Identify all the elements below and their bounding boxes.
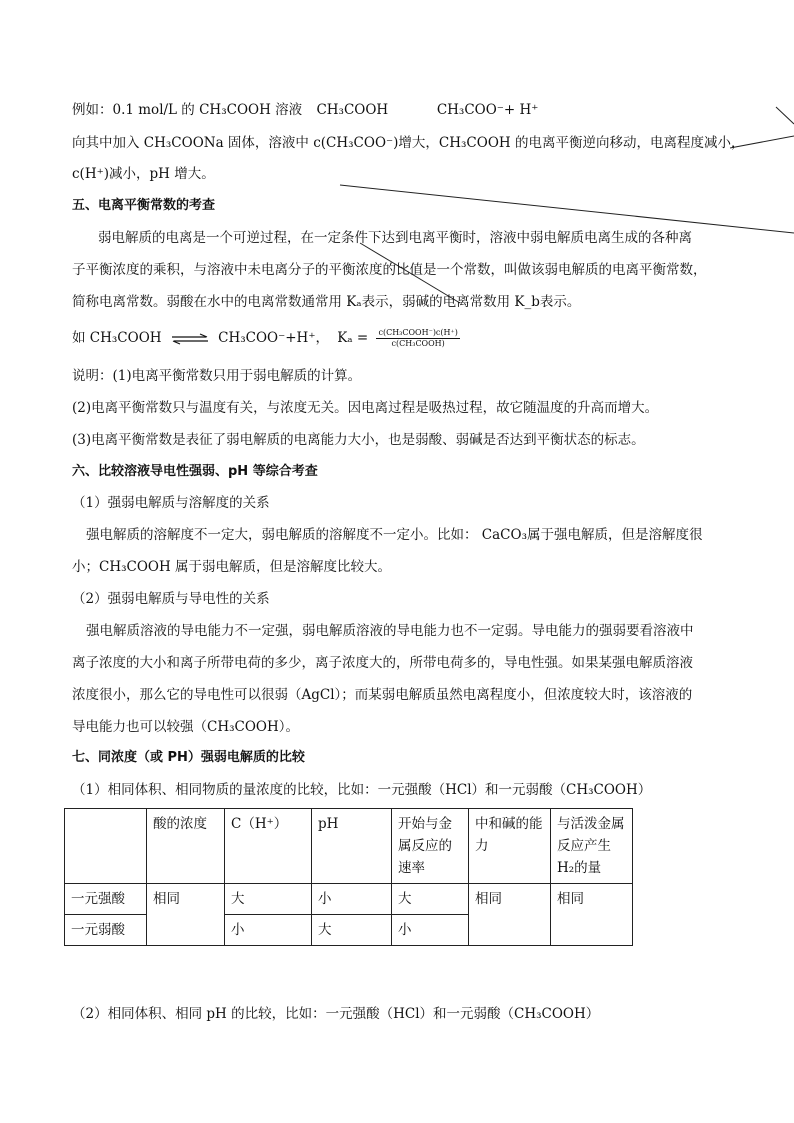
section7-heading: 七、同浓度（或 PH）强弱电解质的比较 xyxy=(72,750,305,765)
table-header-cell: C（H⁺） xyxy=(225,809,312,884)
table-cell: 小 xyxy=(392,915,469,946)
section5-heading: 五、电离平衡常数的考查 xyxy=(72,198,216,213)
table-cell: 相同 xyxy=(147,884,225,946)
table-cell: 相同 xyxy=(551,884,633,946)
equation-right: CH₃COO⁻+ H⁺ xyxy=(436,102,539,118)
table-header-cell: 中和碱的能力 xyxy=(469,809,551,884)
section6-sub1-line2: 小；CH₃COOH 属于弱电解质，但是溶解度比较大。 xyxy=(72,559,392,575)
section6-sub2-line2: 离子浓度的大小和离子所带电荷的多少，离子浓度大的，所带电荷多的，导电性强。如果某强电解质溶液 xyxy=(72,655,693,671)
intro-line-2: 向其中加入 CH₃COONa 固体，溶液中 c(CH₃COO⁻)增大，CH₃COOH 的电离平衡逆向移动，电离程度减小， xyxy=(72,135,745,151)
table-cell: 大 xyxy=(225,884,312,915)
fraction-numerator: c(CH₃COOH⁻)c(H⁺) xyxy=(378,328,458,337)
section7-sub1: （1）相同体积、相同物质的量浓度的比较，比如：一元强酸（HCl）和一元弱酸（CH₃COOH） xyxy=(72,782,652,798)
section6-heading: 六、比较溶液导电性强弱、pH 等综合考查 xyxy=(72,464,318,479)
formula-right: CH₃COO⁻+H⁺， xyxy=(218,330,329,346)
equilibrium-arrow-icon xyxy=(170,333,210,345)
note-2: (2)电离平衡常数只与温度有关，与浓度无关。因电离过程是吸热过程，故它随温度的升高而增大。 xyxy=(72,400,659,416)
table-cell: 相同 xyxy=(469,884,551,946)
table-cell: 大 xyxy=(312,915,392,946)
equation-left: CH₃COOH xyxy=(316,102,389,118)
comparison-table xyxy=(64,808,633,946)
ka-label: Kₐ = xyxy=(337,330,369,346)
table-header-row xyxy=(65,809,633,884)
section5-para-2: 子平衡浓度的乘积，与溶液中未电离分子的平衡浓度的比值是一个常数，叫做该弱电解质的电离平衡常数， xyxy=(72,262,707,278)
note-1: 说明：(1)电离平衡常数只用于弱电解质的计算。 xyxy=(72,368,362,384)
fraction-denominator: c(CH₃COOH) xyxy=(391,339,445,348)
section5-para-3: 简称电离常数。弱酸在水中的电离常数通常用 Kₐ表示，弱碱的电离常数用 K_b表示。 xyxy=(72,294,581,310)
table-header-cell xyxy=(65,809,147,884)
table-cell: 小 xyxy=(312,884,392,915)
section6-sub2-line4: 导电能力也可以较强（CH₃COOH）。 xyxy=(72,719,300,735)
table-cell: 一元强酸 xyxy=(65,884,147,915)
ka-fraction xyxy=(376,328,459,349)
table-header-cell: pH xyxy=(312,809,392,884)
table-header-cell: 开始与金属反应的速率 xyxy=(392,809,469,884)
section6-sub2-line3: 浓度很小，那么它的导电性可以很弱（AgCl）；而某弱电解质虽然电离程度小，但浓度较大时，该溶液的 xyxy=(72,687,693,703)
table-cell: 一元弱酸 xyxy=(65,915,147,946)
section5-para-1: 弱电解质的电离是一个可逆过程，在一定条件下达到电离平衡时，溶液中弱电解质电离生成的各种离 xyxy=(98,230,692,246)
table-cell: 小 xyxy=(225,915,312,946)
section6-sub2: （2）强弱电解质与导电性的关系 xyxy=(72,591,270,607)
example-line xyxy=(72,100,538,120)
formula-line xyxy=(72,328,460,349)
section6-sub1-line1: 强电解质的溶解度不一定大，弱电解质的溶解度不一定小。比如： CaCO₃属于强电解质，但是溶解度很 xyxy=(86,527,703,543)
intro-line-3: c(H⁺)减小，pH 增大。 xyxy=(72,166,215,182)
table-header-cell: 与活泼金属反应产生H₂的量 xyxy=(551,809,633,884)
table-header-cell: 酸的浓度 xyxy=(147,809,225,884)
section6-sub2-line1: 强电解质溶液的导电能力不一定强，弱电解质溶液的导电能力也不一定弱。导电能力的强弱要看溶液中 xyxy=(86,623,694,639)
example-prefix: 例如：0.1 mol/L 的 CH₃COOH 溶液 xyxy=(72,102,303,118)
formula-left: 如 CH₃COOH xyxy=(72,330,162,346)
note-3: (3)电离平衡常数是表征了弱电解质的电离能力大小，也是弱酸、弱碱是否达到平衡状态的标志。 xyxy=(72,432,645,448)
table-row xyxy=(65,884,633,915)
section7-sub2: （2）相同体积、相同 pH 的比较，比如：一元强酸（HCl）和一元弱酸（CH₃COOH） xyxy=(72,1006,600,1022)
section6-sub1: （1）强弱电解质与溶解度的关系 xyxy=(72,495,270,511)
table-cell: 大 xyxy=(392,884,469,915)
